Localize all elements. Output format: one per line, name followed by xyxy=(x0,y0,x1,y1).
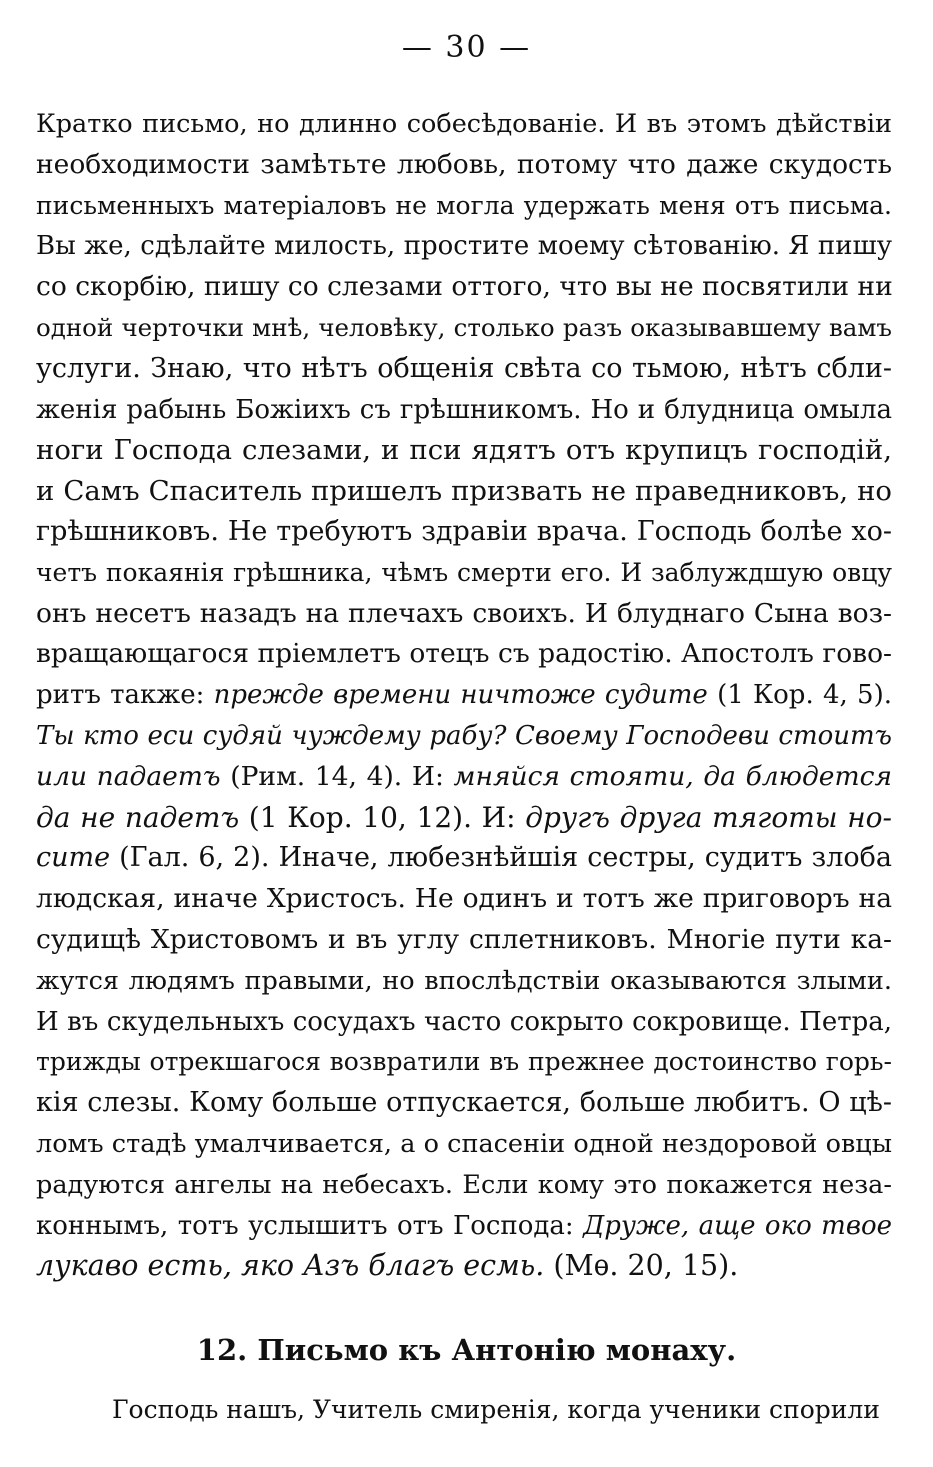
text-line xyxy=(36,675,892,715)
text-line xyxy=(36,186,892,226)
page-number: — 30 — xyxy=(401,30,532,65)
italic-quote: Ты кто еси судяй чуждему рабу? Своему Господеви стоитъ xyxy=(36,721,892,751)
italic-quote: или падаетъ xyxy=(36,760,221,792)
text-line xyxy=(36,267,892,307)
text-run: (Гал. 6, 2). Иначе, любезнѣйшія сестры, судитъ злоба xyxy=(110,842,892,874)
text-line xyxy=(36,1165,892,1205)
text-line xyxy=(36,1206,892,1246)
text-run: ломъ стадѣ умалчивается, а о спасеніи одной нездоровой овцы xyxy=(36,1129,892,1159)
text-run: радуются ангелы на небесахъ. Если кому это покажется неза- xyxy=(36,1169,892,1200)
text-line xyxy=(36,920,892,960)
text-line xyxy=(36,349,892,389)
text-line xyxy=(36,512,892,552)
italic-quote: прежде времени ничтоже судите xyxy=(213,680,708,711)
text-run: ноги Господа слезами, и пси ядятъ отъ крупицъ господій, xyxy=(36,434,892,467)
text-line xyxy=(36,104,892,144)
text-run: одной черточки мнѣ, человѣку, столько разъ оказывавшему вамъ xyxy=(36,313,892,342)
text-line xyxy=(36,1124,892,1164)
text-run: Господь нашъ, Учитель смиренія, когда ученики спорили xyxy=(112,1395,880,1424)
text-run: (1 Кор. 10, 12). И: xyxy=(239,800,526,834)
text-run: трижды отрекшагося возвратили въ прежнее достоинство горь- xyxy=(36,1047,892,1077)
italic-quote: лукаво есть, яко Азъ благъ есмь. xyxy=(36,1249,545,1283)
text-line xyxy=(36,879,892,919)
text-run: четъ покаянія грѣшника, чѣмъ смерти его. И заблуждшую овцу xyxy=(36,557,892,587)
text-run: И въ скудельныхъ сосудахъ часто сокрыто сокровище. Петра, xyxy=(36,1006,892,1037)
text-run: письменныхъ матеріаловъ не могла удержать меня отъ письма. xyxy=(36,190,892,220)
text-run: жутся людямъ правыми, но впослѣдствіи оказываются злыми. xyxy=(36,965,892,996)
text-line xyxy=(36,1083,892,1123)
text-line xyxy=(36,838,892,878)
text-line xyxy=(36,1002,892,1042)
text-run: женія рабынь Божіихъ съ грѣшникомъ. Но и блудница омыла xyxy=(36,394,892,425)
text-run: людская, иначе Христосъ. Не одинъ и тотъ же приговоръ на xyxy=(36,883,892,915)
text-line xyxy=(36,308,892,348)
text-line xyxy=(36,553,892,593)
italic-quote: мняйся стояти, да блюдется xyxy=(453,760,892,792)
text-line xyxy=(36,1246,892,1286)
text-run: онъ несетъ назадъ на плечахъ своихъ. И блуднаго Сына воз- xyxy=(36,597,892,629)
text-run: грѣшниковъ. Не требуютъ здравіи врача. Господь болѣе хо- xyxy=(36,516,892,547)
text-line xyxy=(36,145,892,185)
section-heading: 12. Письмо къ Антонію монаху. xyxy=(196,1333,737,1367)
text-line xyxy=(36,757,892,797)
text-run: и Самъ Спаситель пришелъ призвать не праведниковъ, но xyxy=(36,475,892,508)
italic-quote: сите xyxy=(36,842,111,874)
italic-quote: Друже, аще око твое xyxy=(583,1210,893,1241)
text-run: услуги. Знаю, что нѣтъ общенія свѣта со тьмою, нѣтъ сбли- xyxy=(36,352,892,384)
italic-quote: да не падетъ xyxy=(36,800,240,834)
text-run: судищѣ Христовомъ и въ углу сплетниковъ. Многіе пути ка- xyxy=(36,924,892,955)
text-line xyxy=(36,226,892,266)
text-run: со скорбію, пишу со слезами оттого, что вы не посвятили ни xyxy=(36,271,893,303)
text-run: Вы же, сдѣлайте милость, простите моему сѣтованію. Я пишу xyxy=(36,231,892,262)
text-line xyxy=(36,798,892,838)
text-line xyxy=(36,430,892,470)
italic-quote: другъ друга тяготы но- xyxy=(525,800,893,834)
text-run: (Рим. 14, 4). И: xyxy=(220,760,454,792)
text-run: кія слезы. Кому больше отпускается, больше любитъ. О цѣ- xyxy=(36,1087,892,1119)
text-line xyxy=(36,634,892,674)
text-run: вращающагося пріемлетъ отецъ съ радостію. Апостолъ гово- xyxy=(36,638,892,670)
text-line xyxy=(112,1390,892,1430)
text-run: (1 Кор. 4, 5). xyxy=(707,680,892,711)
text-run: Кратко письмо, но длинно собесѣдованіе. И въ этомъ дѣйствіи xyxy=(36,109,892,139)
text-line xyxy=(36,594,892,634)
text-line xyxy=(36,961,892,1001)
text-run: (Мѳ. 20, 15). xyxy=(544,1249,739,1283)
text-line xyxy=(36,1042,892,1082)
text-run: ритъ также: xyxy=(36,680,214,711)
text-line xyxy=(36,390,892,430)
text-run: необходимости замѣтьте любовь, потому что даже скудость xyxy=(36,148,892,180)
text-line xyxy=(36,471,892,511)
text-run: коннымъ, тотъ услышитъ отъ Господа: xyxy=(36,1210,584,1241)
text-line xyxy=(36,716,892,756)
